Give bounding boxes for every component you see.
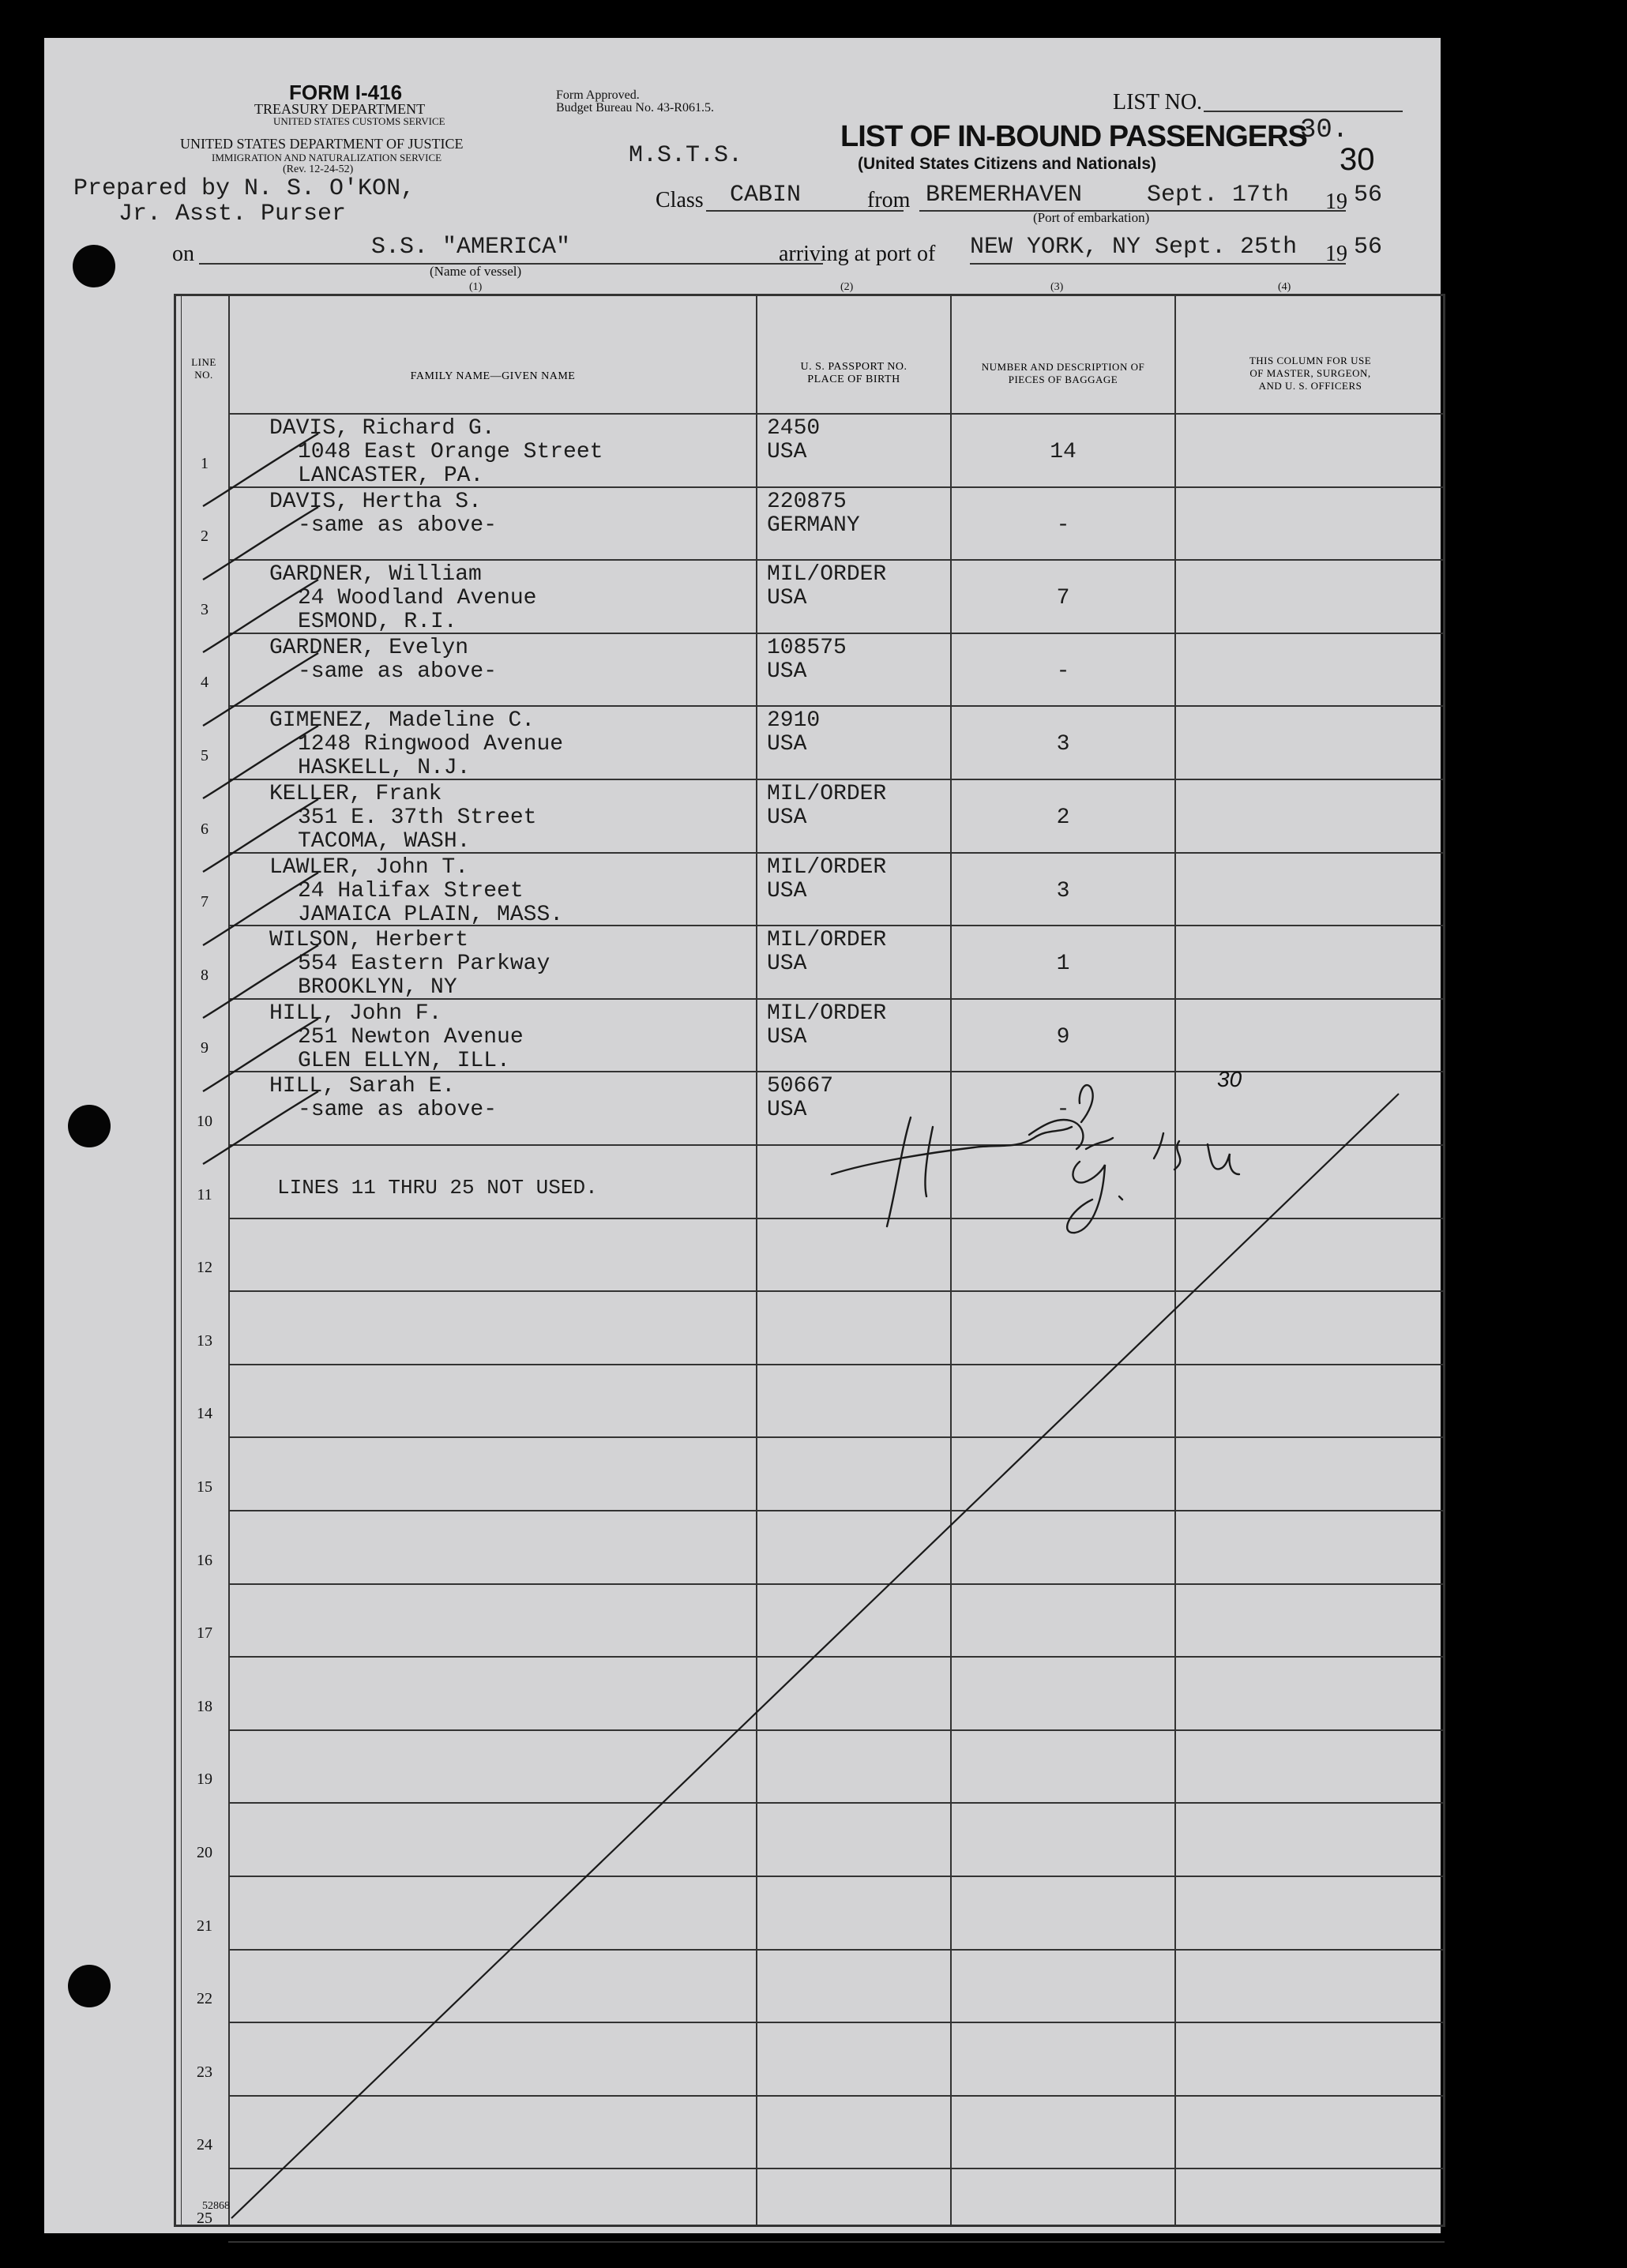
line-number: 19	[197, 1770, 212, 1789]
passport-no: 220875	[767, 489, 847, 514]
col-num-4: (4)	[1278, 281, 1291, 293]
line-number: 11	[197, 1185, 212, 1203]
line-number: 7	[201, 893, 209, 911]
baggage-count: -	[1056, 1098, 1070, 1123]
line-number: 6	[201, 820, 209, 838]
departure-year: 56	[1354, 182, 1383, 208]
punch-hole-middle	[68, 1105, 111, 1147]
passenger-name: GARDNER, William	[269, 562, 482, 588]
place-of-birth: USA	[767, 732, 807, 757]
address-line-1: 1248 Ringwood Avenue	[298, 732, 564, 757]
arriving-label: arriving at port of	[779, 242, 936, 266]
place-of-birth: USA	[767, 440, 807, 464]
line-number: 4	[201, 674, 209, 692]
col-header-passport-text: U. S. PASSPORT NO. PLACE OF BIRTH	[800, 361, 907, 385]
baggage-count: 9	[1056, 1024, 1070, 1050]
line-number: 23	[197, 2063, 212, 2081]
address-line-2: HASKELL, N.J.	[298, 756, 471, 781]
annotation-30: 30	[1217, 1067, 1242, 1091]
from-label: from	[867, 188, 911, 212]
arrival-value: NEW YORK, NY Sept. 25th	[970, 234, 1298, 261]
list-no-label: LIST NO.	[1113, 90, 1203, 115]
list-no-underline	[1204, 111, 1403, 112]
baggage-count: 14	[1050, 440, 1077, 464]
treasury-dept: TREASURY DEPARTMENT	[254, 101, 426, 117]
line-number: 25	[197, 2209, 212, 2227]
passenger-name: WILSON, Herbert	[269, 928, 469, 953]
line-number: 3	[201, 600, 209, 618]
line-number: 2	[201, 528, 209, 546]
form-approved: Form Approved.	[556, 88, 640, 102]
line-number: 5	[201, 746, 209, 764]
arrival-underline	[970, 263, 1346, 265]
list-no-typed: 30.	[1300, 115, 1349, 145]
form-sheet	[44, 38, 1441, 2233]
line-number: 13	[197, 1331, 212, 1350]
baggage-count: -	[1056, 513, 1070, 538]
line-no-header-text: LINE NO.	[191, 356, 216, 381]
address-line-1: 24 Woodland Avenue	[298, 586, 537, 611]
dept-justice: UNITED STATES DEPARTMENT OF JUSTICE	[180, 136, 464, 152]
address-line-1: -same as above-	[298, 513, 498, 538]
passenger-name: GARDNER, Evelyn	[269, 635, 469, 660]
passport-no: MIL/ORDER	[767, 562, 887, 588]
line-number: 20	[197, 1843, 212, 1861]
place-of-birth: USA	[767, 878, 807, 903]
line-number: 16	[197, 1551, 212, 1569]
prepared-title: Jr. Asst. Purser	[118, 201, 347, 227]
port-embarkation-caption: (Port of embarkation)	[1033, 210, 1150, 225]
place-of-birth: GERMANY	[767, 513, 860, 538]
vessel-name: S.S. "AMERICA"	[371, 234, 571, 261]
diagonal-cancel-line	[231, 1094, 1399, 2218]
passenger-name: HILL, John F.	[269, 1001, 442, 1026]
line-number: 21	[197, 1917, 212, 1935]
form-title: LIST OF IN-BOUND PASSENGERS	[840, 120, 1307, 153]
passenger-table	[174, 294, 1445, 2227]
row-rule	[228, 2241, 1445, 2243]
customs-service: UNITED STATES CUSTOMS SERVICE	[273, 115, 445, 127]
baggage-count: -	[1056, 659, 1070, 684]
address-line-1: -same as above-	[298, 1098, 498, 1123]
line-number: 17	[197, 1624, 212, 1643]
on-label: on	[172, 242, 194, 266]
passport-no: MIL/ORDER	[767, 782, 887, 806]
line-number: 24	[197, 2136, 212, 2154]
list-no-handwritten: 30	[1340, 142, 1375, 177]
passport-no: MIL/ORDER	[767, 1001, 887, 1026]
place-of-birth: USA	[767, 659, 807, 684]
baggage-count: 1	[1056, 952, 1070, 977]
line-number: 18	[197, 1697, 212, 1715]
passport-no: MIL/ORDER	[767, 928, 887, 953]
year-prefix-2: 19	[1325, 242, 1347, 266]
passenger-name: DAVIS, Richard G.	[269, 416, 495, 441]
passenger-name: DAVIS, Hertha S.	[269, 489, 482, 514]
passport-no: MIL/ORDER	[767, 854, 887, 880]
address-line-1: 554 Eastern Parkway	[298, 952, 550, 977]
line-number: 10	[197, 1112, 212, 1130]
passport-no: 50667	[767, 1074, 834, 1099]
passenger-name: GIMENEZ, Madeline C.	[269, 708, 535, 734]
prepared-by: Prepared by N. S. O'KON,	[73, 175, 415, 202]
address-line-2: ESMOND, R.I.	[298, 610, 457, 635]
col-header-name-text: FAMILY NAME—GIVEN NAME	[410, 370, 576, 382]
address-line-1: 24 Halifax Street	[298, 878, 524, 903]
address-line-2: LANCASTER, PA.	[298, 464, 484, 488]
footer-code: 52868	[202, 2200, 230, 2212]
col-num-2: (2)	[840, 281, 854, 293]
not-used-note: LINES 11 THRU 25 NOT USED.	[277, 1176, 598, 1200]
place-of-birth: USA	[767, 1024, 807, 1050]
year-prefix-1: 19	[1325, 190, 1347, 214]
col-header-baggage-text: NUMBER AND DESCRIPTION OF PIECES OF BAGGAGE	[981, 361, 1145, 385]
baggage-count: 7	[1056, 586, 1070, 611]
place-of-birth: USA	[767, 1098, 807, 1123]
baggage-count: 3	[1056, 878, 1070, 903]
cancellation-overlay	[176, 296, 1443, 2225]
baggage-count: 3	[1056, 732, 1070, 757]
passport-no: 108575	[767, 635, 847, 660]
arrival-year: 56	[1354, 234, 1383, 261]
punch-hole-bottom	[68, 1965, 111, 2007]
col-header-officers-text: THIS COLUMN FOR USE OF MASTER, SURGEON, AND U. S. OFFICERS	[1249, 355, 1372, 392]
form-number: FORM I-416	[289, 81, 403, 104]
passenger-name: KELLER, Frank	[269, 782, 442, 806]
form-subtitle: (United States Citizens and Nationals)	[858, 155, 1157, 173]
class-value: CABIN	[730, 182, 802, 208]
address-line-2: BROOKLYN, NY	[298, 975, 457, 1001]
place-of-birth: USA	[767, 805, 807, 830]
place-of-birth: USA	[767, 586, 807, 611]
msts-label: M.S.T.S.	[629, 142, 743, 169]
budget-bureau: Budget Bureau No. 43-R061.5.	[556, 101, 714, 115]
signature-scribble	[832, 1085, 1239, 1233]
address-line-1: 1048 East Orange Street	[298, 440, 603, 464]
line-number: 15	[197, 1478, 212, 1496]
from-value: BREMERHAVEN	[926, 182, 1083, 208]
vessel-caption: (Name of vessel)	[430, 264, 522, 279]
address-line-2: TACOMA, WASH.	[298, 829, 471, 854]
line-number: 12	[197, 1259, 212, 1277]
passenger-name: HILL, Sarah E.	[269, 1074, 456, 1099]
col-num-3: (3)	[1050, 281, 1064, 293]
address-line-1: 251 Newton Avenue	[298, 1024, 524, 1050]
punch-hole-top	[73, 245, 115, 287]
class-label: Class	[656, 188, 704, 212]
departure-date: Sept. 17th	[1147, 182, 1290, 208]
address-line-1: 351 E. 37th Street	[298, 805, 537, 830]
passenger-name: LAWLER, John T.	[269, 854, 469, 880]
passport-no: 2450	[767, 416, 821, 441]
address-line-2: JAMAICA PLAIN, MASS.	[298, 902, 564, 927]
address-line-2: GLEN ELLYN, ILL.	[298, 1048, 510, 1073]
line-number: 1	[201, 454, 209, 472]
line-number: 9	[201, 1039, 209, 1057]
line-number: 8	[201, 966, 209, 984]
passport-no: 2910	[767, 708, 821, 734]
place-of-birth: USA	[767, 952, 807, 977]
address-line-1: -same as above-	[298, 659, 498, 684]
line-number: 14	[197, 1405, 212, 1423]
baggage-count: 2	[1056, 805, 1070, 830]
col-num-1: (1)	[469, 281, 483, 293]
line-number: 22	[197, 1990, 212, 2008]
revision: (Rev. 12-24-52)	[283, 163, 354, 175]
ins-service: IMMIGRATION AND NATURALIZATION SERVICE	[212, 152, 442, 163]
